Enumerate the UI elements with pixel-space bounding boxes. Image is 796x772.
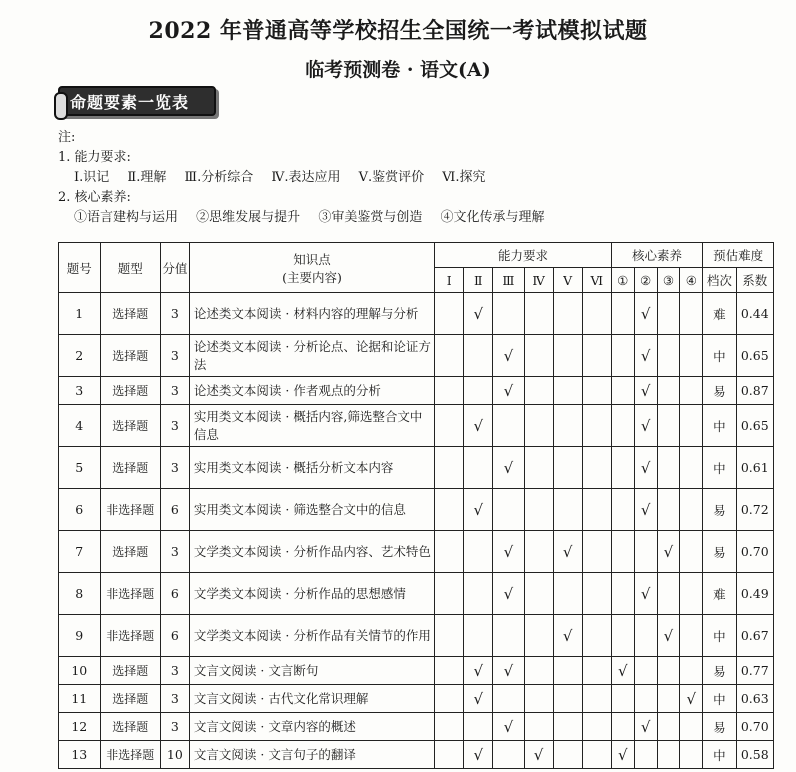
check-mark-icon: √	[464, 657, 493, 685]
cell-ability-6	[582, 713, 611, 741]
check-mark-icon: √	[493, 531, 524, 573]
cell-score: 3	[160, 293, 189, 335]
cell-coef: 0.63	[736, 685, 773, 713]
table-row	[59, 447, 774, 489]
cell-knowledge: 实用类文本阅读 · 筛选整合文中的信息	[189, 489, 434, 531]
check-mark-icon: √	[634, 377, 657, 405]
cell-literacy-1	[611, 335, 634, 377]
cell-ability-4	[524, 615, 553, 657]
cell-coef: 0.67	[736, 615, 773, 657]
ability-item: Ⅲ.分析综合	[184, 170, 254, 185]
cell-literacy-4	[680, 713, 703, 741]
cell-coef: 0.77	[736, 657, 773, 685]
check-mark-icon: √	[464, 293, 493, 335]
cell-ability-4	[524, 489, 553, 531]
cell-score: 3	[160, 447, 189, 489]
table-row	[59, 615, 774, 657]
cell-literacy-3	[657, 713, 680, 741]
header-no: 题号	[59, 243, 101, 293]
cell-knowledge: 论述类文本阅读 · 作者观点的分析	[189, 377, 434, 405]
cell-ability-5	[553, 657, 582, 685]
check-mark-icon: √	[657, 531, 680, 573]
cell-no: 4	[59, 405, 101, 447]
header-ability-col: Ⅴ	[553, 268, 582, 293]
cell-no: 11	[59, 685, 101, 713]
cell-knowledge: 论述类文本阅读 · 分析论点、论据和论证方法	[189, 335, 434, 377]
cell-no: 8	[59, 573, 101, 615]
cell-ability-6	[582, 573, 611, 615]
notes-block	[58, 128, 558, 228]
table-row	[59, 657, 774, 685]
cell-no: 10	[59, 657, 101, 685]
check-mark-icon: √	[657, 615, 680, 657]
literacy-list	[58, 208, 558, 228]
cell-ability-6	[582, 293, 611, 335]
cell-score: 6	[160, 489, 189, 531]
cell-ability-1	[435, 447, 464, 489]
cell-score: 6	[160, 615, 189, 657]
cell-literacy-4	[680, 293, 703, 335]
cell-no: 7	[59, 531, 101, 573]
check-mark-icon: √	[553, 531, 582, 573]
cell-score: 3	[160, 531, 189, 573]
header-literacy-col: ④	[680, 268, 703, 293]
literacy-heading: 2. 核心素养:	[58, 190, 131, 205]
check-mark-icon: √	[634, 489, 657, 531]
ability-item: Ⅰ.识记	[74, 170, 110, 185]
check-mark-icon: √	[680, 685, 703, 713]
check-mark-icon: √	[464, 405, 493, 447]
cell-type: 选择题	[100, 685, 160, 713]
cell-ability-1	[435, 573, 464, 615]
check-mark-icon: √	[634, 713, 657, 741]
cell-score: 3	[160, 335, 189, 377]
cell-literacy-3	[657, 489, 680, 531]
header-type: 题型	[100, 243, 160, 293]
cell-level: 易	[703, 489, 736, 531]
scroll-curl-icon	[54, 92, 68, 120]
header-knowledge	[189, 243, 434, 293]
cell-ability-3	[493, 615, 524, 657]
cell-literacy-4	[680, 489, 703, 531]
check-mark-icon: √	[464, 489, 493, 531]
cell-literacy-2	[634, 615, 657, 657]
cell-literacy-1	[611, 405, 634, 447]
cell-literacy-2	[634, 685, 657, 713]
check-mark-icon: √	[634, 335, 657, 377]
ability-heading: 1. 能力要求:	[58, 150, 131, 165]
cell-literacy-4	[680, 615, 703, 657]
cell-knowledge: 实用类文本阅读 · 概括内容,筛选整合文中信息	[189, 405, 434, 447]
cell-ability-6	[582, 685, 611, 713]
cell-literacy-3	[657, 741, 680, 769]
cell-no: 13	[59, 741, 101, 769]
check-mark-icon: √	[634, 405, 657, 447]
cell-coef: 0.65	[736, 405, 773, 447]
cell-score: 3	[160, 713, 189, 741]
cell-knowledge: 文言文阅读 · 古代文化常识理解	[189, 685, 434, 713]
cell-coef: 0.65	[736, 335, 773, 377]
cell-ability-1	[435, 685, 464, 713]
cell-ability-6	[582, 615, 611, 657]
check-mark-icon: √	[493, 335, 524, 377]
check-mark-icon: √	[493, 713, 524, 741]
header-ability-col: Ⅲ	[493, 268, 524, 293]
cell-ability-2	[464, 447, 493, 489]
cell-literacy-3	[657, 405, 680, 447]
ability-item: Ⅳ.表达应用	[271, 170, 341, 185]
cell-ability-1	[435, 293, 464, 335]
cell-knowledge: 文言文阅读 · 文言断句	[189, 657, 434, 685]
cell-coef: 0.70	[736, 531, 773, 573]
cell-ability-6	[582, 657, 611, 685]
header-literacy-col: ①	[611, 268, 634, 293]
cell-type: 非选择题	[100, 741, 160, 769]
cell-ability-4	[524, 405, 553, 447]
header-literacy-col: ③	[657, 268, 680, 293]
cell-literacy-2	[634, 531, 657, 573]
cell-literacy-4	[680, 573, 703, 615]
cell-knowledge: 文学类文本阅读 · 分析作品的思想感情	[189, 573, 434, 615]
cell-knowledge: 文言文阅读 · 文言句子的翻译	[189, 741, 434, 769]
document-title: 2022 年普通高等学校招生全国统一考试模拟试题	[148, 18, 648, 44]
cell-no: 5	[59, 447, 101, 489]
table-row	[59, 335, 774, 377]
cell-level: 易	[703, 377, 736, 405]
cell-ability-3	[493, 685, 524, 713]
check-mark-icon: √	[493, 573, 524, 615]
cell-ability-6	[582, 335, 611, 377]
cell-no: 2	[59, 335, 101, 377]
table-row	[59, 713, 774, 741]
notes-label: 注:	[58, 130, 76, 145]
header-ability: 能力要求	[435, 243, 612, 268]
exam-elements-table	[58, 242, 774, 769]
cell-level: 中	[703, 335, 736, 377]
cell-level: 中	[703, 615, 736, 657]
cell-literacy-1	[611, 377, 634, 405]
cell-type: 选择题	[100, 447, 160, 489]
cell-no: 6	[59, 489, 101, 531]
cell-ability-6	[582, 447, 611, 489]
cell-coef: 0.44	[736, 293, 773, 335]
cell-literacy-3	[657, 335, 680, 377]
cell-type: 非选择题	[100, 615, 160, 657]
header-ability-col: Ⅰ	[435, 268, 464, 293]
cell-literacy-3	[657, 573, 680, 615]
cell-ability-5	[553, 293, 582, 335]
cell-level: 中	[703, 405, 736, 447]
ability-item: Ⅴ.鉴赏评价	[358, 170, 425, 185]
cell-ability-2	[464, 377, 493, 405]
cell-ability-4	[524, 531, 553, 573]
cell-ability-4	[524, 657, 553, 685]
cell-literacy-4	[680, 447, 703, 489]
cell-level: 易	[703, 531, 736, 573]
cell-level: 易	[703, 713, 736, 741]
cell-ability-1	[435, 531, 464, 573]
check-mark-icon: √	[464, 685, 493, 713]
cell-ability-5	[553, 405, 582, 447]
cell-ability-5	[553, 335, 582, 377]
cell-score: 10	[160, 741, 189, 769]
cell-coef: 0.61	[736, 447, 773, 489]
cell-type: 选择题	[100, 377, 160, 405]
cell-ability-1	[435, 713, 464, 741]
cell-ability-3	[493, 293, 524, 335]
cell-type: 选择题	[100, 713, 160, 741]
cell-coef: 0.70	[736, 713, 773, 741]
cell-knowledge: 论述类文本阅读 · 材料内容的理解与分析	[189, 293, 434, 335]
header-score: 分值	[160, 243, 189, 293]
check-mark-icon: √	[493, 447, 524, 489]
cell-ability-5	[553, 713, 582, 741]
table-row	[59, 405, 774, 447]
cell-knowledge: 文学类文本阅读 · 分析作品有关情节的作用	[189, 615, 434, 657]
document-subtitle: 临考预测卷 · 语文(A)	[305, 59, 491, 81]
cell-ability-5	[553, 489, 582, 531]
cell-ability-1	[435, 615, 464, 657]
cell-ability-1	[435, 405, 464, 447]
cell-literacy-3	[657, 447, 680, 489]
cell-coef: 0.87	[736, 377, 773, 405]
header-level: 档次	[703, 268, 736, 293]
cell-ability-4	[524, 377, 553, 405]
cell-no: 1	[59, 293, 101, 335]
cell-ability-4	[524, 447, 553, 489]
cell-level: 难	[703, 573, 736, 615]
cell-ability-5	[553, 447, 582, 489]
header-difficulty: 预估难度	[703, 243, 774, 268]
table-row	[59, 685, 774, 713]
header-ability-col: Ⅳ	[524, 268, 553, 293]
check-mark-icon: √	[553, 615, 582, 657]
cell-ability-1	[435, 741, 464, 769]
cell-literacy-1	[611, 531, 634, 573]
cell-type: 选择题	[100, 405, 160, 447]
ability-item: Ⅱ.理解	[127, 170, 167, 185]
literacy-item: ①语言建构与运用	[74, 210, 179, 225]
cell-ability-5	[553, 377, 582, 405]
cell-ability-6	[582, 741, 611, 769]
cell-ability-5	[553, 685, 582, 713]
cell-coef: 0.49	[736, 573, 773, 615]
cell-level: 中	[703, 447, 736, 489]
cell-level: 中	[703, 685, 736, 713]
ability-list	[58, 168, 558, 188]
table-body	[59, 293, 774, 769]
cell-score: 3	[160, 377, 189, 405]
section-banner	[58, 86, 216, 116]
cell-ability-6	[582, 489, 611, 531]
cell-no: 3	[59, 377, 101, 405]
cell-literacy-4	[680, 741, 703, 769]
header-literacy: 核心素养	[611, 243, 702, 268]
check-mark-icon: √	[524, 741, 553, 769]
literacy-item: ④文化传承与理解	[440, 210, 545, 225]
cell-ability-3	[493, 405, 524, 447]
cell-type: 非选择题	[100, 489, 160, 531]
header-knowledge-label: 知识点	[293, 251, 331, 267]
cell-level: 中	[703, 741, 736, 769]
cell-literacy-2	[634, 657, 657, 685]
cell-ability-1	[435, 335, 464, 377]
cell-literacy-2	[634, 741, 657, 769]
table-row	[59, 377, 774, 405]
cell-ability-2	[464, 713, 493, 741]
cell-literacy-3	[657, 685, 680, 713]
cell-ability-5	[553, 573, 582, 615]
cell-type: 选择题	[100, 293, 160, 335]
cell-literacy-1	[611, 447, 634, 489]
cell-no: 12	[59, 713, 101, 741]
cell-knowledge: 实用类文本阅读 · 概括分析文本内容	[189, 447, 434, 489]
cell-score: 6	[160, 573, 189, 615]
check-mark-icon: √	[464, 741, 493, 769]
cell-level: 难	[703, 293, 736, 335]
check-mark-icon: √	[634, 293, 657, 335]
cell-score: 3	[160, 685, 189, 713]
table-row	[59, 489, 774, 531]
table-row	[59, 573, 774, 615]
header-knowledge-sub: (主要内容)	[282, 269, 342, 285]
cell-type: 选择题	[100, 657, 160, 685]
literacy-item: ③审美鉴赏与创造	[318, 210, 423, 225]
cell-ability-3	[493, 741, 524, 769]
cell-literacy-3	[657, 377, 680, 405]
cell-literacy-1	[611, 615, 634, 657]
cell-score: 3	[160, 405, 189, 447]
check-mark-icon: √	[611, 657, 634, 685]
cell-literacy-1	[611, 489, 634, 531]
cell-ability-1	[435, 657, 464, 685]
cell-no: 9	[59, 615, 101, 657]
cell-ability-6	[582, 531, 611, 573]
table-row	[59, 741, 774, 769]
check-mark-icon: √	[634, 573, 657, 615]
cell-level: 易	[703, 657, 736, 685]
cell-ability-2	[464, 615, 493, 657]
cell-score: 3	[160, 657, 189, 685]
cell-ability-2	[464, 573, 493, 615]
cell-ability-2	[464, 531, 493, 573]
cell-literacy-1	[611, 713, 634, 741]
header-literacy-col: ②	[634, 268, 657, 293]
literacy-item: ②思维发展与提升	[196, 210, 301, 225]
cell-literacy-4	[680, 377, 703, 405]
cell-literacy-4	[680, 657, 703, 685]
cell-ability-6	[582, 405, 611, 447]
cell-knowledge: 文言文阅读 · 文章内容的概述	[189, 713, 434, 741]
header-coef: 系数	[736, 268, 773, 293]
cell-ability-5	[553, 741, 582, 769]
cell-ability-6	[582, 377, 611, 405]
section-banner-label: 命题要素一览表	[70, 93, 190, 112]
cell-ability-4	[524, 335, 553, 377]
cell-literacy-4	[680, 531, 703, 573]
cell-ability-2	[464, 335, 493, 377]
check-mark-icon: √	[611, 741, 634, 769]
cell-literacy-3	[657, 657, 680, 685]
cell-literacy-3	[657, 293, 680, 335]
cell-ability-4	[524, 685, 553, 713]
check-mark-icon: √	[493, 657, 524, 685]
cell-coef: 0.58	[736, 741, 773, 769]
cell-ability-4	[524, 713, 553, 741]
table-row	[59, 293, 774, 335]
ability-item: Ⅵ.探究	[442, 170, 486, 185]
check-mark-icon: √	[634, 447, 657, 489]
header-ability-col: Ⅱ	[464, 268, 493, 293]
cell-literacy-4	[680, 335, 703, 377]
cell-ability-4	[524, 573, 553, 615]
cell-literacy-1	[611, 573, 634, 615]
cell-ability-1	[435, 377, 464, 405]
cell-ability-1	[435, 489, 464, 531]
cell-type: 非选择题	[100, 573, 160, 615]
cell-literacy-1	[611, 293, 634, 335]
cell-knowledge: 文学类文本阅读 · 分析作品内容、艺术特色	[189, 531, 434, 573]
table-row	[59, 531, 774, 573]
header-ability-col: Ⅵ	[582, 268, 611, 293]
check-mark-icon: √	[493, 377, 524, 405]
cell-literacy-1	[611, 685, 634, 713]
cell-ability-3	[493, 489, 524, 531]
cell-ability-4	[524, 293, 553, 335]
cell-coef: 0.72	[736, 489, 773, 531]
cell-type: 选择题	[100, 531, 160, 573]
cell-literacy-4	[680, 405, 703, 447]
cell-type: 选择题	[100, 335, 160, 377]
